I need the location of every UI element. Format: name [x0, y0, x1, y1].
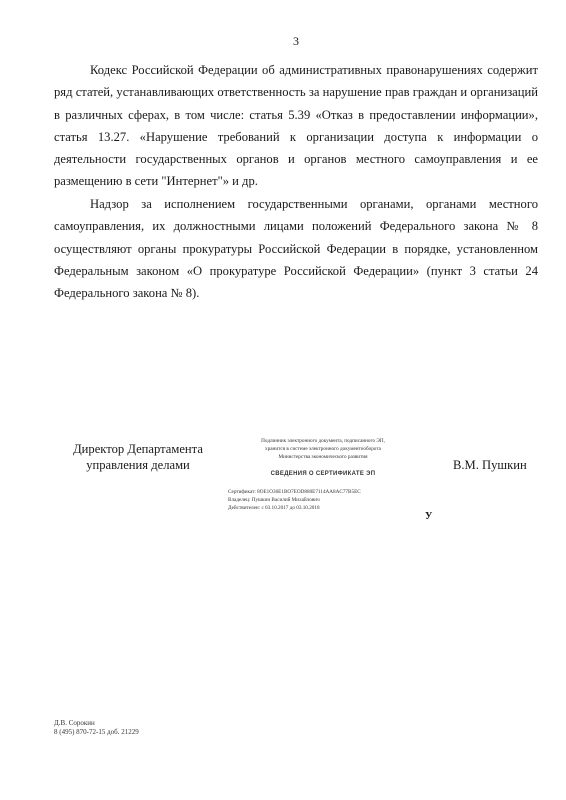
executor-footer	[54, 719, 139, 737]
paragraph-2-text: Надзор за исполнением государственными органами, органами местного самоуправления, их должностными лицами положений Федерального закона № 8 осуществляют органы прокуратуры Российской Федерации в порядке, установленном Федеральным законом «О прокуратуре Российской Федерации» (пункт 3 статьи 24 Федерального закона № 8).	[54, 197, 538, 301]
stamp-owner: Владелец: Пушкин Василий Михайлович	[228, 497, 320, 503]
stamp-header	[228, 437, 418, 461]
stamp-validity: Действителен: с 03.10.2017 до 03.10.2018	[228, 505, 320, 511]
paragraph-1	[54, 59, 538, 193]
paragraph-1-text: Кодекс Российской Федерации об административных правонарушениях содержит ряд статей, устанавливающих ответственность за нарушение прав граждан и организаций в различных сферах, в том числе: статья 5.39 «Отказ в предоставлении информации», статья 13.27. «Нарушение требований к организации доступа к информации о деятельности государственных органов и органов местного самоуправления и ее размещению в сети "Интернет"» и др.	[54, 63, 538, 189]
signatory-name: В.М. Пушкин	[453, 458, 527, 472]
paragraph-2	[54, 193, 538, 304]
signatory-position	[54, 441, 222, 473]
stamp-details	[228, 488, 418, 512]
stamp-header-line1: Подлинник электронного документа, подписанного ЭП,	[261, 438, 385, 444]
executor-name: Д.В. Сорокин	[54, 719, 95, 727]
executor-phone: 8 (495) 870-72-15 доб. 21229	[54, 728, 139, 736]
page-number: 3	[293, 34, 299, 48]
signatory-position-line1: Директор Департамента	[73, 442, 203, 456]
stamp-header-line2: хранится в системе электронного документооборота	[265, 446, 381, 452]
e-signature-stamp	[228, 437, 418, 512]
signatory-position-line2: управления делами	[86, 458, 190, 472]
stamp-header-line3: Министерства экономического развития	[278, 454, 368, 460]
registration-mark: У	[425, 511, 433, 522]
stamp-title: СВЕДЕНИЯ О СЕРТИФИКАТЕ ЭП	[270, 471, 376, 477]
stamp-certificate: Сертификат: 8OE1O36E1BO7EOD880E7114AA8AC77B5EC	[228, 489, 361, 495]
